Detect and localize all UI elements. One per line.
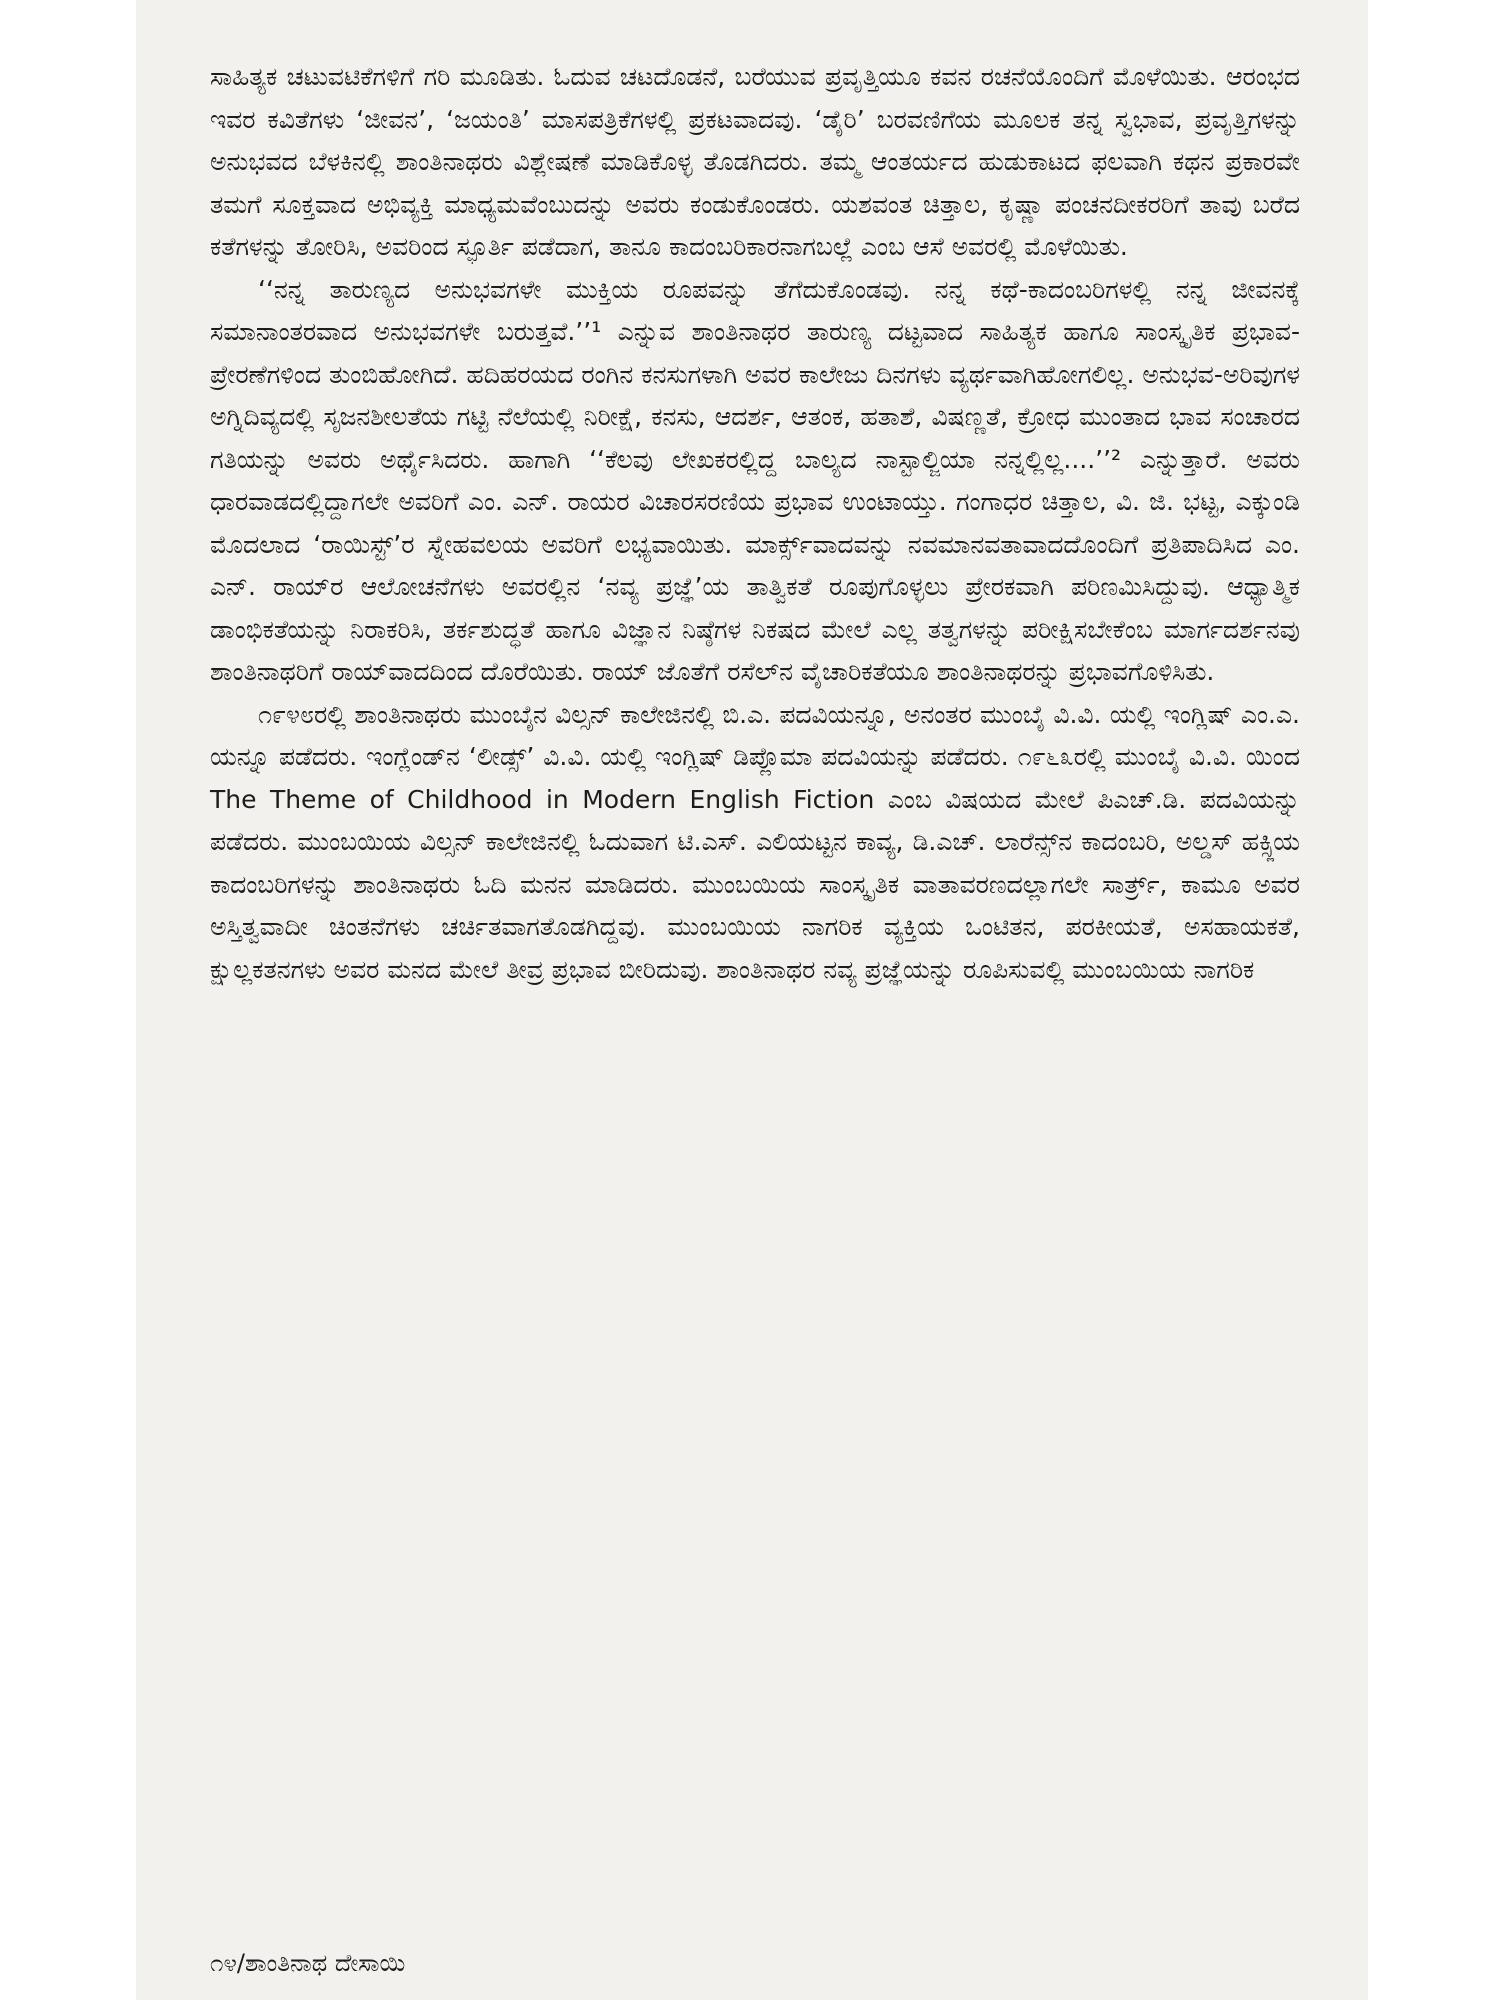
paragraph-2: ‘‘ನನ್ನ ತಾರುಣ್ಯದ ಅನುಭವಗಳೇ ಮುಕ್ತಿಯ ರೂಪವನ್ನು ತೆಗೆದುಕೊಂಡವು. ನನ್ನ ಕಥೆ-ಕಾದಂಬರಿಗಳಲ್ಲಿ ನನ್ನ ಜೀವನಕ್ಕೆ ಸಮಾನಾಂತರವಾದ ಅನುಭವಗಳೇ ಬರುತ್ತವೆ.’’¹ ಎನ್ನುವ ಶಾಂತಿನಾಥರ ತಾರುಣ್ಯ ದಟ್ಟವಾದ ಸಾಹಿತ್ಯಕ ಹಾಗೂ ಸಾಂಸ್ಕೃತಿಕ ಪ್ರಭಾವ-ಪ್ರೇರಣೆಗಳಿಂದ ತುಂಬಿಹೋಗಿದೆ. ಹದಿಹರಯದ ರಂಗಿನ ಕನಸುಗಳಾಗಿ ಅವರ ಕಾಲೇಜು ದಿನಗಳು ವ್ಯರ್ಥವಾಗಿಹೋಗಲಿಲ್ಲ. ಅನುಭವ-ಅರಿವುಗಳ ಅಗ್ನಿದಿವ್ಯದಲ್ಲಿ ಸೃಜನಶೀಲತೆಯ ಗಟ್ಟಿ ನೆಲೆಯಲ್ಲಿ ನಿರೀಕ್ಷೆ, ಕನಸು, ಆದರ್ಶ, ಆತಂಕ, ಹತಾಶೆ, ವಿಷಣ್ಣತೆ, ಕ್ರೋಧ ಮುಂತಾದ ಭಾವ ಸಂಚಾರದ ಗತಿಯನ್ನು ಅವರು ಅರ್ಥೈಸಿದರು. ಹಾಗಾಗಿ ‘‘ಕೆಲವು ಲೇಖಕರಲ್ಲಿದ್ದ ಬಾಲ್ಯದ ನಾಸ್ಟಾಲ್ಜಿಯಾ ನನ್ನಲ್ಲಿಲ್ಲ....’’² ಎನ್ನುತ್ತಾರೆ. ಅವರು ಧಾರವಾಡದಲ್ಲಿದ್ದಾಗಲೇ ಅವರಿಗೆ ಎಂ. ಎನ್. ರಾಯರ ವಿಚಾರಸರಣಿಯ ಪ್ರಭಾವ ಉಂಟಾಯ್ತು. ಗಂಗಾಧರ ಚಿತ್ತಾಲ, ವಿ. ಜಿ. ಭಟ್ಟ, ಎಕ್ಕುಂಡಿ ಮೊದಲಾದ ‘ರಾಯಿಸ್ಟ್’ರ ಸ್ನೇಹವಲಯ ಅವರಿಗೆ ಲಭ್ಯವಾಯಿತು. ಮಾರ್ಕ್ಸ್‌ವಾದವನ್ನು ನವಮಾನವತಾವಾದದೊಂದಿಗೆ ಪ್ರತಿಪಾದಿಸಿದ ಎಂ. ಎನ್. ರಾಯ್‌ರ ಆಲೋಚನೆಗಳು ಅವರಲ್ಲಿನ ‘ನವ್ಯ ಪ್ರಜ್ಞೆ’ಯ ತಾತ್ವಿಕತೆ ರೂಪುಗೊಳ್ಳಲು ಪ್ರೇರಕವಾಗಿ ಪರಿಣಮಿಸಿದ್ದುವು. ಆಧ್ಯಾತ್ಮಿಕ ಡಾಂಭಿಕತೆಯನ್ನು ನಿರಾಕರಿಸಿ, ತರ್ಕಶುದ್ಧತೆ ಹಾಗೂ ವಿಜ್ಞಾನ ನಿಷ್ಠೆಗಳ ನಿಕಷದ ಮೇಲೆ ಎಲ್ಲ ತತ್ವಗಳನ್ನು ಪರೀಕ್ಷಿಸಬೇಕೆಂಬ ಮಾರ್ಗದರ್ಶನವು ಶಾಂತಿನಾಥರಿಗೆ ರಾಯ್‌ವಾದದಿಂದ ದೊರೆಯಿತು. ರಾಯ್ ಜೊತೆಗೆ ರಸೆಲ್‌ನ ವೈಚಾರಿಕತೆಯೂ ಶಾಂತಿನಾಥರನ್ನು ಪ್ರಭಾವಗೊಳಿಸಿತು.	[210, 274, 1300, 686]
paragraph-1: ಸಾಹಿತ್ಯಕ ಚಟುವಟಿಕೆಗಳಿಗೆ ಗರಿ ಮೂಡಿತು. ಓದುವ ಚಟದೊಡನೆ, ಬರೆಯುವ ಪ್ರವೃತ್ತಿಯೂ ಕವನ ರಚನೆಯೊಂದಿಗೆ ಮೊಳೆಯಿತು. ಆರಂಭದ ಇವರ ಕವಿತೆಗಳು ‘ಜೀವನ’, ‘ಜಯಂತಿ’ ಮಾಸಪತ್ರಿಕೆಗಳಲ್ಲಿ ಪ್ರಕಟವಾದವು. ‘ಡೈರಿ’ ಬರವಣಿಗೆಯ ಮೂಲಕ ತನ್ನ ಸ್ವಭಾವ, ಪ್ರವೃತ್ತಿಗಳನ್ನು ಅನುಭವದ ಬೆಳಕಿನಲ್ಲಿ ಶಾಂತಿನಾಥರು ವಿಶ್ಲೇಷಣೆ ಮಾಡಿಕೊಳ್ಳ ತೊಡಗಿದರು. ತಮ್ಮ ಆಂತರ್ಯದ ಹುಡುಕಾಟದ ಫಲವಾಗಿ ಕಥನ ಪ್ರಕಾರವೇ ತಮಗೆ ಸೂಕ್ತವಾದ ಅಭಿವ್ಯಕ್ತಿ ಮಾಧ್ಯಮವೆಂಬುದನ್ನು ಅವರು ಕಂಡುಕೊಂಡರು. ಯಶವಂತ ಚಿತ್ತಾಲ, ಕೃಷ್ಣಾ ಪಂಚನದೀಕರರಿಗೆ ತಾವು ಬರೆದ ಕತೆಗಳನ್ನು ತೋರಿಸಿ, ಅವರಿಂದ ಸ್ಫೂರ್ತಿ ಪಡೆದಾಗ, ತಾನೂ ಕಾದಂಬರಿಕಾರನಾಗಬಲ್ಲೆ ಎಂಬ ಆಸೆ ಅವರಲ್ಲಿ ಮೊಳೆಯಿತು.	[210, 62, 1300, 261]
paragraph-3: ೧೯೪೮ರಲ್ಲಿ ಶಾಂತಿನಾಥರು ಮುಂಬೈನ ವಿಲ್ಸನ್ ಕಾಲೇಜಿನಲ್ಲಿ ಬಿ.ಎ. ಪದವಿಯನ್ನೂ, ಅನಂತರ ಮುಂಬೈ ವಿ.ವಿ. ಯಲ್ಲಿ ಇಂಗ್ಲಿಷ್ ಎಂ.ಎ. ಯನ್ನೂ ಪಡೆದರು. ಇಂಗ್ಲೆಂಡ್‌ನ ‘ಲೀಡ್ಸ್’ ವಿ.ವಿ. ಯಲ್ಲಿ ಇಂಗ್ಲಿಷ್ ಡಿಪ್ಲೊಮಾ ಪದವಿಯನ್ನು ಪಡೆದರು. ೧೯೬೩ರಲ್ಲಿ ಮುಂಬೈ ವಿ.ವಿ. ಯಿಂದ The Theme of Childhood in Modern English Fiction ಎಂಬ ವಿಷಯದ ಮೇಲೆ ಪಿಎಚ್.ಡಿ. ಪದವಿಯನ್ನು ಪಡೆದರು. ಮುಂಬಯಿಯ ವಿಲ್ಸನ್ ಕಾಲೇಜಿನಲ್ಲಿ ಓದುವಾಗ ಟಿ.ಎಸ್. ಎಲಿಯಟ್ಟನ ಕಾವ್ಯ, ಡಿ.ಎಚ್. ಲಾರೆನ್ಸ್‌ನ ಕಾದಂಬರಿ, ಅಲ್ಡಸ್ ಹಕ್ಸ್ಲಿಯ ಕಾದಂಬರಿಗಳನ್ನು ಶಾಂತಿನಾಥರು ಓದಿ ಮನನ ಮಾಡಿದರು. ಮುಂಬಯಿಯ ಸಾಂಸ್ಕೃತಿಕ ವಾತಾವರಣದಲ್ಲಾಗಲೇ ಸಾರ್ತ್ರ್, ಕಾಮೂ ಅವರ ಅಸ್ತಿತ್ವವಾದೀ ಚಿಂತನೆಗಳು ಚರ್ಚಿತವಾಗತೊಡಗಿದ್ದವು. ಮುಂಬಯಿಯ ನಾಗರಿಕ ವ್ಯಕ್ತಿಯ ಒಂಟಿತನ, ಪರಕೀಯತೆ, ಅಸಹಾಯಕತೆ, ಕ್ಷುಲ್ಲಕತನಗಳು ಅವರ ಮನದ ಮೇಲೆ ತೀವ್ರ ಪ್ರಭಾವ ಬೀರಿದುವು. ಶಾಂತಿನಾಥರ ನವ್ಯ ಪ್ರಜ್ಞೆಯನ್ನು ರೂಪಿಸುವಲ್ಲಿ ಮುಂಬಯಿಯ ನಾಗರಿಕ	[210, 699, 1300, 984]
body-text	[210, 56, 1300, 991]
book-page	[136, 0, 1368, 2000]
page-footer: ೧೪/ಶಾಂತಿನಾಥ ದೇಸಾಯಿ	[210, 1949, 406, 1977]
